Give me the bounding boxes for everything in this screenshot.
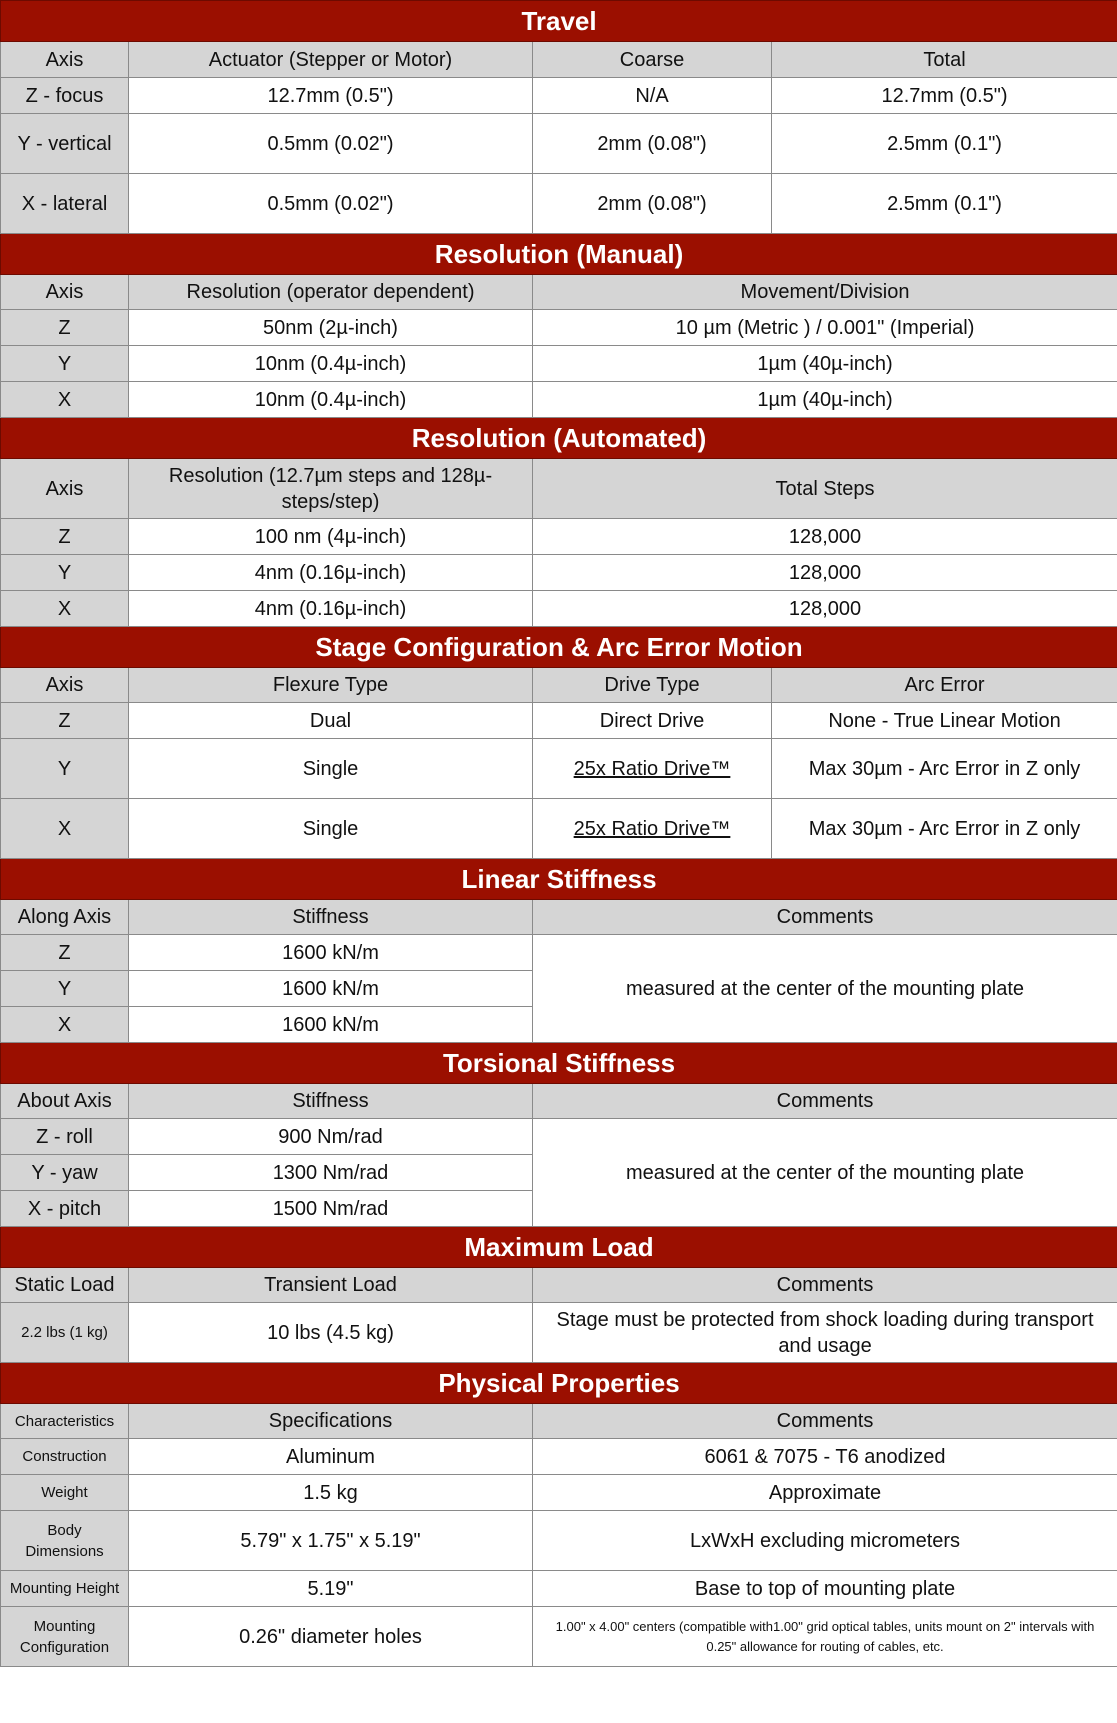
- maximum-load-header-row: [1, 1268, 1117, 1303]
- axis-cell: Y - yaw: [1, 1155, 129, 1191]
- column-header: Resolution (12.7µm steps and 128µ-steps/step): [129, 459, 533, 519]
- table-cell: 100 nm (4µ-inch): [129, 519, 533, 555]
- column-header: Comments: [533, 1404, 1117, 1439]
- table-cell: 0.5mm (0.02"): [129, 174, 533, 234]
- axis-cell: Y: [1, 346, 129, 382]
- table-row: [1, 1475, 1117, 1511]
- column-header: Total Steps: [533, 459, 1117, 519]
- axis-cell: X: [1, 382, 129, 418]
- column-header: Along Axis: [1, 900, 129, 935]
- section-title: Linear Stiffness: [1, 859, 1117, 900]
- column-header: Total: [772, 42, 1117, 78]
- table-cell: 50nm (2µ-inch): [129, 310, 533, 346]
- comment-cell: Base to top of mounting plate: [533, 1571, 1117, 1607]
- table-cell: Single: [129, 799, 533, 859]
- table-row: [1, 519, 1117, 555]
- ratio-drive-link[interactable]: 25x Ratio Drive™: [573, 757, 731, 780]
- table-row: [1, 1607, 1117, 1667]
- table-cell: Max 30µm - Arc Error in Z only: [772, 739, 1117, 799]
- axis-cell: Y - vertical: [1, 114, 129, 174]
- table-row: [1, 310, 1117, 346]
- column-header: Stiffness: [129, 900, 533, 935]
- section-travel: [1, 1, 1117, 42]
- table-cell: 5.79" x 1.75" x 5.19": [129, 1511, 533, 1571]
- table-row: [1, 174, 1117, 234]
- section-physical-properties: [1, 1363, 1117, 1404]
- table-cell: 1600 kN/m: [129, 935, 533, 971]
- axis-cell: Z: [1, 703, 129, 739]
- resolution-automated-header-row: [1, 459, 1117, 519]
- axis-cell: Z - roll: [1, 1119, 129, 1155]
- table-row: [1, 935, 1117, 971]
- axis-cell: Y: [1, 971, 129, 1007]
- resolution-manual-header-row: [1, 275, 1117, 310]
- comment-cell: 1.00" x 4.00" centers (compatible with1.00" grid optical tables, units mount on 2" intervals with 0.25" allowance for routing of cables, etc.: [533, 1607, 1117, 1667]
- comment-cell: measured at the center of the mounting plate: [533, 935, 1117, 1043]
- column-header: Coarse: [533, 42, 772, 78]
- characteristic-cell: Body Dimensions: [1, 1511, 129, 1571]
- section-title: Maximum Load: [1, 1227, 1117, 1268]
- table-row: [1, 555, 1117, 591]
- column-header: Movement/Division: [533, 275, 1117, 310]
- axis-cell: Z: [1, 310, 129, 346]
- column-header: About Axis: [1, 1084, 129, 1119]
- table-cell: Max 30µm - Arc Error in Z only: [772, 799, 1117, 859]
- table-cell: 12.7mm (0.5"): [129, 78, 533, 114]
- characteristic-cell: Mounting Configuration: [1, 1607, 129, 1667]
- table-cell: 0.26" diameter holes: [129, 1607, 533, 1667]
- axis-cell: X: [1, 1007, 129, 1043]
- axis-cell: X - pitch: [1, 1191, 129, 1227]
- table-cell: 2mm (0.08"): [533, 114, 772, 174]
- column-header: Axis: [1, 459, 129, 519]
- table-row: [1, 346, 1117, 382]
- section-resolution-manual: [1, 234, 1117, 275]
- table-row: [1, 1511, 1117, 1571]
- stage-configuration-header-row: [1, 668, 1117, 703]
- table-cell: 1µm (40µ-inch): [533, 382, 1117, 418]
- table-row: [1, 78, 1117, 114]
- table-row: [1, 1303, 1117, 1363]
- table-cell: 1600 kN/m: [129, 971, 533, 1007]
- axis-cell: Y: [1, 555, 129, 591]
- column-header: Arc Error: [772, 668, 1117, 703]
- axis-cell: Z: [1, 519, 129, 555]
- section-title: Stage Configuration & Arc Error Motion: [1, 627, 1117, 668]
- comment-cell: 6061 & 7075 - T6 anodized: [533, 1439, 1117, 1475]
- ratio-drive-link[interactable]: 25x Ratio Drive™: [573, 817, 731, 840]
- table-cell: 10nm (0.4µ-inch): [129, 382, 533, 418]
- axis-cell: X: [1, 591, 129, 627]
- axis-cell: X: [1, 799, 129, 859]
- table-cell: None - True Linear Motion: [772, 703, 1117, 739]
- table-row: [1, 739, 1117, 799]
- section-maximum-load: [1, 1227, 1117, 1268]
- column-header: Stiffness: [129, 1084, 533, 1119]
- table-cell: Single: [129, 739, 533, 799]
- column-header: Resolution (operator dependent): [129, 275, 533, 310]
- table-cell: 2.5mm (0.1"): [772, 114, 1117, 174]
- table-row: [1, 703, 1117, 739]
- table-cell: 1600 kN/m: [129, 1007, 533, 1043]
- column-header: Comments: [533, 1084, 1117, 1119]
- comment-cell: Stage must be protected from shock loading during transport and usage: [533, 1303, 1117, 1363]
- table-row: [1, 799, 1117, 859]
- table-cell: N/A: [533, 78, 772, 114]
- static-load-cell: 2.2 lbs (1 kg): [1, 1303, 129, 1363]
- physical-properties-header-row: [1, 1404, 1117, 1439]
- table-cell: 10nm (0.4µ-inch): [129, 346, 533, 382]
- table-cell: 128,000: [533, 519, 1117, 555]
- table-cell: 900 Nm/rad: [129, 1119, 533, 1155]
- table-cell: 1300 Nm/rad: [129, 1155, 533, 1191]
- table-cell: 1µm (40µ-inch): [533, 346, 1117, 382]
- column-header: Characteristics: [1, 1404, 129, 1439]
- table-cell: 5.19": [129, 1571, 533, 1607]
- section-title: Resolution (Automated): [1, 418, 1117, 459]
- transient-load-cell: 10 lbs (4.5 kg): [129, 1303, 533, 1363]
- column-header: Flexure Type: [129, 668, 533, 703]
- axis-cell: Z: [1, 935, 129, 971]
- linear-stiffness-header-row: [1, 900, 1117, 935]
- table-cell: Direct Drive: [533, 703, 772, 739]
- column-header: Comments: [533, 900, 1117, 935]
- table-cell: 1.5 kg: [129, 1475, 533, 1511]
- table-cell: 4nm (0.16µ-inch): [129, 591, 533, 627]
- axis-cell: X - lateral: [1, 174, 129, 234]
- characteristic-cell: Construction: [1, 1439, 129, 1475]
- column-header: Drive Type: [533, 668, 772, 703]
- table-cell: 1500 Nm/rad: [129, 1191, 533, 1227]
- comment-cell: measured at the center of the mounting plate: [533, 1119, 1117, 1227]
- section-title: Torsional Stiffness: [1, 1043, 1117, 1084]
- section-title: Travel: [1, 1, 1117, 42]
- characteristic-cell: Mounting Height: [1, 1571, 129, 1607]
- column-header: Transient Load: [129, 1268, 533, 1303]
- table-row: [1, 1119, 1117, 1155]
- travel-header-row: [1, 42, 1117, 78]
- table-row: [1, 382, 1117, 418]
- table-row: [1, 1571, 1117, 1607]
- table-cell: 12.7mm (0.5"): [772, 78, 1117, 114]
- table-row: [1, 591, 1117, 627]
- section-torsional-stiffness: [1, 1043, 1117, 1084]
- torsional-stiffness-header-row: [1, 1084, 1117, 1119]
- comment-cell: LxWxH excluding micrometers: [533, 1511, 1117, 1571]
- characteristic-cell: Weight: [1, 1475, 129, 1511]
- section-linear-stiffness: [1, 859, 1117, 900]
- column-header: Comments: [533, 1268, 1117, 1303]
- column-header: Axis: [1, 275, 129, 310]
- table-cell: 2mm (0.08"): [533, 174, 772, 234]
- section-resolution-automated: [1, 418, 1117, 459]
- column-header: Axis: [1, 42, 129, 78]
- section-title: Resolution (Manual): [1, 234, 1117, 275]
- table-row: [1, 114, 1117, 174]
- axis-cell: Y: [1, 739, 129, 799]
- section-title: Physical Properties: [1, 1363, 1117, 1404]
- table-cell: 2.5mm (0.1"): [772, 174, 1117, 234]
- table-cell: [533, 799, 772, 859]
- table-cell: Dual: [129, 703, 533, 739]
- column-header: Static Load: [1, 1268, 129, 1303]
- table-cell: 10 µm (Metric ) / 0.001" (Imperial): [533, 310, 1117, 346]
- table-cell: [533, 739, 772, 799]
- table-row: [1, 1439, 1117, 1475]
- axis-cell: Z - focus: [1, 78, 129, 114]
- comment-cell: Approximate: [533, 1475, 1117, 1511]
- column-header: Specifications: [129, 1404, 533, 1439]
- table-cell: 128,000: [533, 555, 1117, 591]
- column-header: Axis: [1, 668, 129, 703]
- table-cell: Aluminum: [129, 1439, 533, 1475]
- section-stage-configuration: [1, 627, 1117, 668]
- table-cell: 0.5mm (0.02"): [129, 114, 533, 174]
- column-header: Actuator (Stepper or Motor): [129, 42, 533, 78]
- table-cell: 128,000: [533, 591, 1117, 627]
- table-cell: 4nm (0.16µ-inch): [129, 555, 533, 591]
